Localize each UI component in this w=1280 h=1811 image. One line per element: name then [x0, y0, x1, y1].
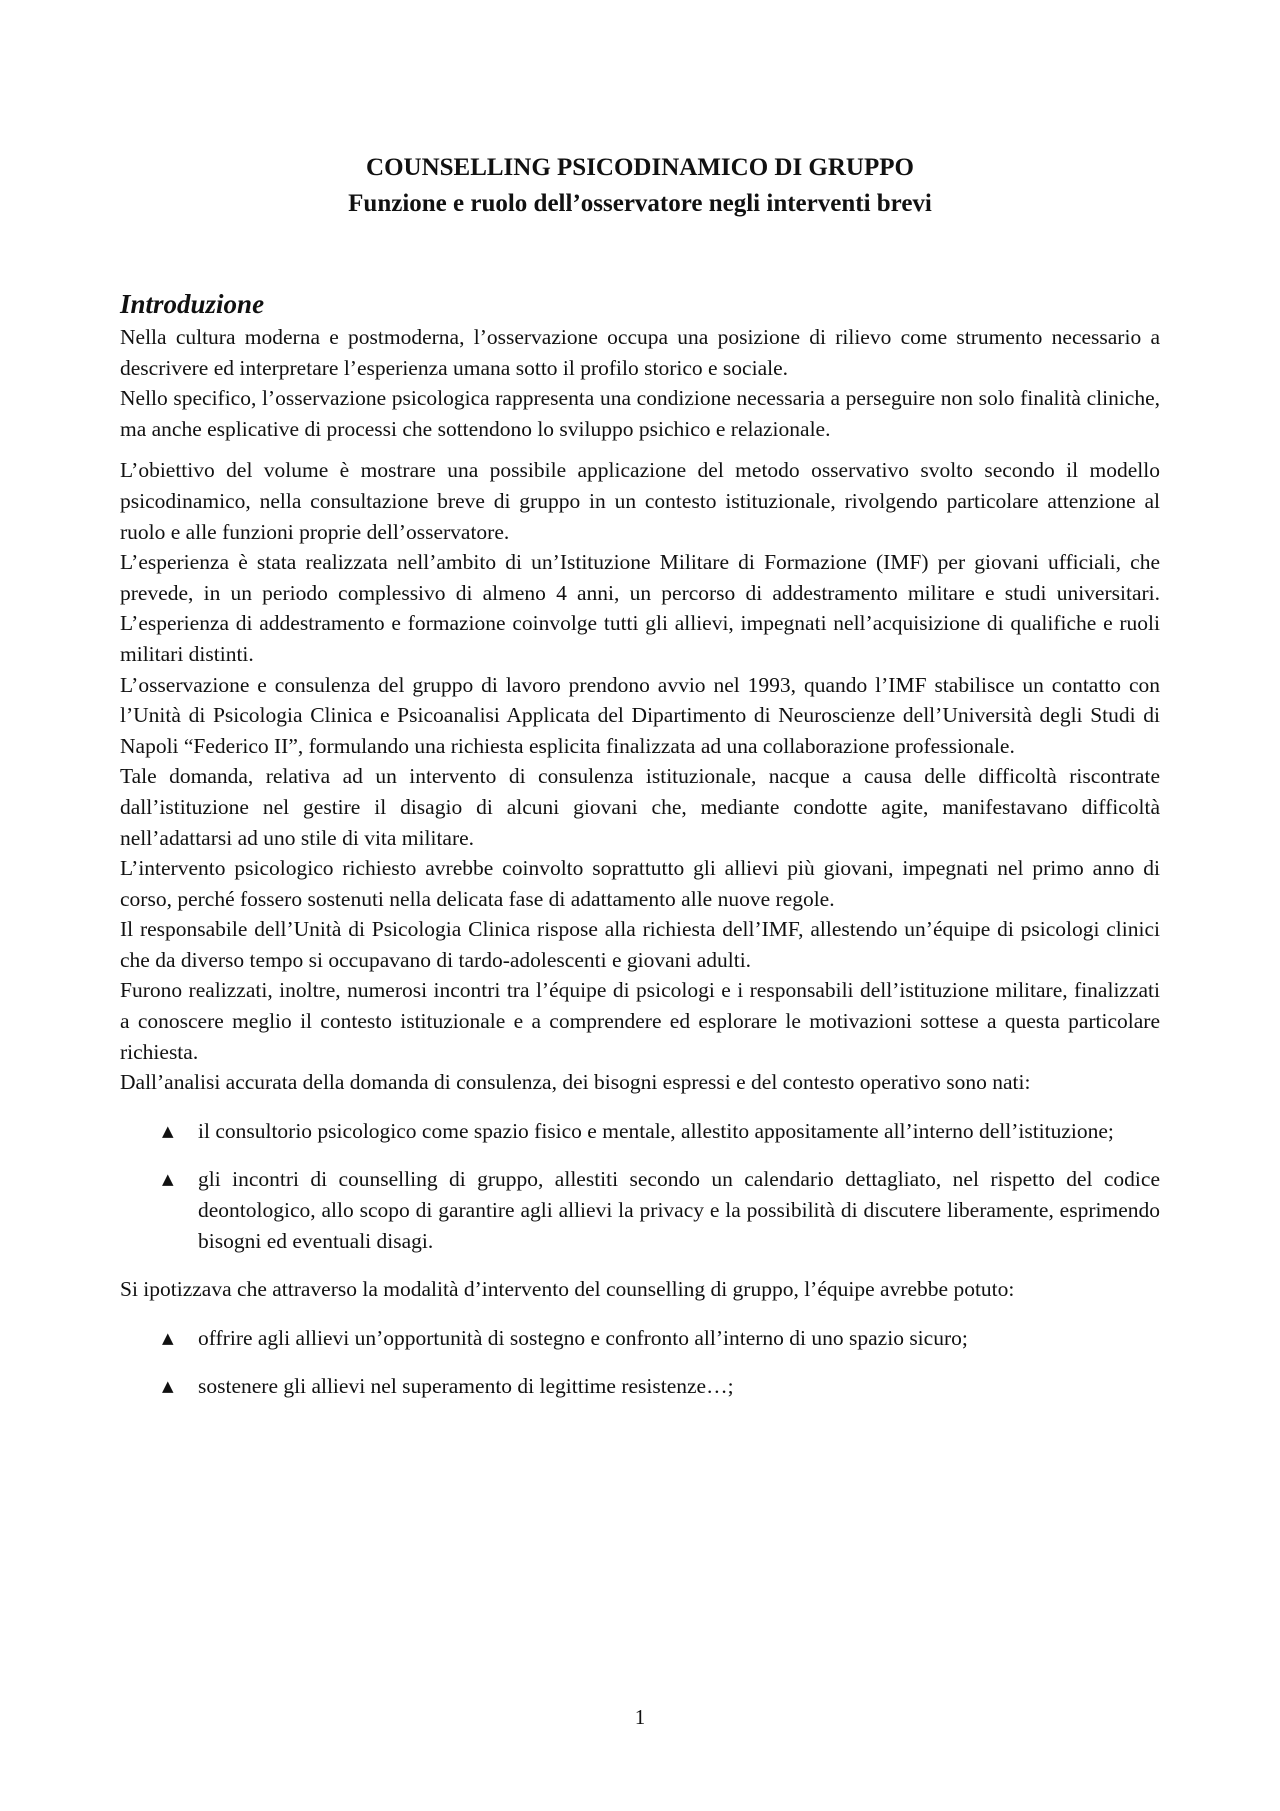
page-number: 1: [634, 1705, 646, 1729]
list-item: [120, 1116, 1160, 1147]
bullet-list: [120, 1323, 1160, 1402]
paragraph: Il responsabile dell’Unità di Psicologia Clinica rispose alla richiesta dell’IMF, allestendo un’équipe di psicologi clinici che da diverso tempo si occupavano di tardo-adolescenti e giovani adulti.: [120, 917, 1160, 972]
paragraph: L’esperienza è stata realizzata nell’ambito di un’Istituzione Militare di Formazione (IMF) per giovani ufficiali, che prevede, in un periodo complessivo di almeno 4 anni, un percorso di addestramento militare e studi universitari. L’esperienza di addestramento e formazione coinvolge tutti gli allievi, impegnati nell’acquisizione di qualifiche e ruoli militari distinti.: [120, 550, 1160, 666]
document-body: [120, 286, 1160, 1402]
title-block: [120, 150, 1160, 222]
paragraph: L’osservazione e consulenza del gruppo di lavoro prendono avvio nel 1993, quando l’IMF stabilisce un contatto con l’Unità di Psicologia Clinica e Psicoanalisi Applicata del Dipartimento di Neuroscienze dell’Università degli Studi di Napoli “Federico II”, formulando una richiesta esplicita finalizzata ad una collaborazione professionale.: [120, 672, 1160, 758]
triangle-bullet-icon: ▲: [162, 1121, 174, 1140]
list-item-text: sostenere gli allievi nel superamento di legittime resistenze…;: [198, 1374, 734, 1399]
list-item-text: il consultorio psicologico come spazio fisico e mentale, allestito appositamente all’interno dell’istituzione;: [198, 1118, 1114, 1143]
list-item-text: gli incontri di counselling di gruppo, allestiti secondo un calendario dettagliato, nel rispetto del codice deontologico, allo scopo di garantire agli allievi la privacy e la possibilità di discutere liberamente, esprimendo bisogni ed eventuali disagi.: [198, 1167, 1160, 1253]
list-item: [120, 1164, 1160, 1256]
document-subtitle: Funzione e ruolo dell’osservatore negli interventi brevi: [348, 190, 932, 217]
document-title: COUNSELLING PSICODINAMICO DI GRUPPO: [366, 154, 914, 181]
triangle-bullet-icon: ▲: [162, 1328, 174, 1347]
list-item: [120, 1371, 1160, 1402]
paragraph: Furono realizzati, inoltre, numerosi incontri tra l’équipe di psicologi e i responsabili dell’istituzione militare, finalizzati a conoscere meglio il contesto istituzionale e a comprendere ed esplorare le motivazioni sottese a questa particolare richiesta.: [120, 978, 1160, 1064]
list-item-text: offrire agli allievi un’opportunità di sostegno e confronto all’interno di uno spazio sicuro;: [198, 1325, 968, 1350]
paragraph: Si ipotizzava che attraverso la modalità d’intervento del counselling di gruppo, l’équipe avrebbe potuto:: [120, 1277, 1015, 1302]
paragraph: Dall’analisi accurata della domanda di consulenza, dei bisogni espressi e del contesto operativo sono nati:: [120, 1070, 1031, 1095]
paragraph: L’intervento psicologico richiesto avrebbe coinvolto soprattutto gli allievi più giovani, impegnati nel primo anno di corso, perché fossero sostenuti nella delicata fase di adattamento alle nuove regole.: [120, 856, 1160, 911]
list-item: [120, 1323, 1160, 1354]
paragraph: Nello specifico, l’osservazione psicologica rappresenta una condizione necessaria a perseguire non solo finalità cliniche, ma anche esplicative di processi che sottendono lo sviluppo psichico e relazionale.: [120, 386, 1160, 441]
paragraph: Nella cultura moderna e postmoderna, l’osservazione occupa una posizione di rilievo come strumento necessario a descrivere ed interpretare l’esperienza umana sotto il profilo storico e sociale.: [120, 325, 1160, 380]
paragraph: Tale domanda, relativa ad un intervento di consulenza istituzionale, nacque a causa delle difficoltà riscontrate dall’istituzione nel gestire il disagio di alcuni giovani che, mediante condotte agite, manifestavano difficoltà nell’adattarsi ad uno stile di vita militare.: [120, 764, 1160, 850]
bullet-list: [120, 1116, 1160, 1256]
section-heading: Introduzione: [120, 289, 265, 319]
triangle-bullet-icon: ▲: [162, 1377, 174, 1396]
paragraph: L’obiettivo del volume è mostrare una possibile applicazione del metodo osservativo svolto secondo il modello psicodinamico, nella consultazione breve di gruppo in un contesto istituzionale, rivolgendo particolare attenzione al ruolo e alle funzioni proprie dell’osservatore.: [120, 458, 1160, 544]
triangle-bullet-icon: ▲: [162, 1170, 174, 1189]
